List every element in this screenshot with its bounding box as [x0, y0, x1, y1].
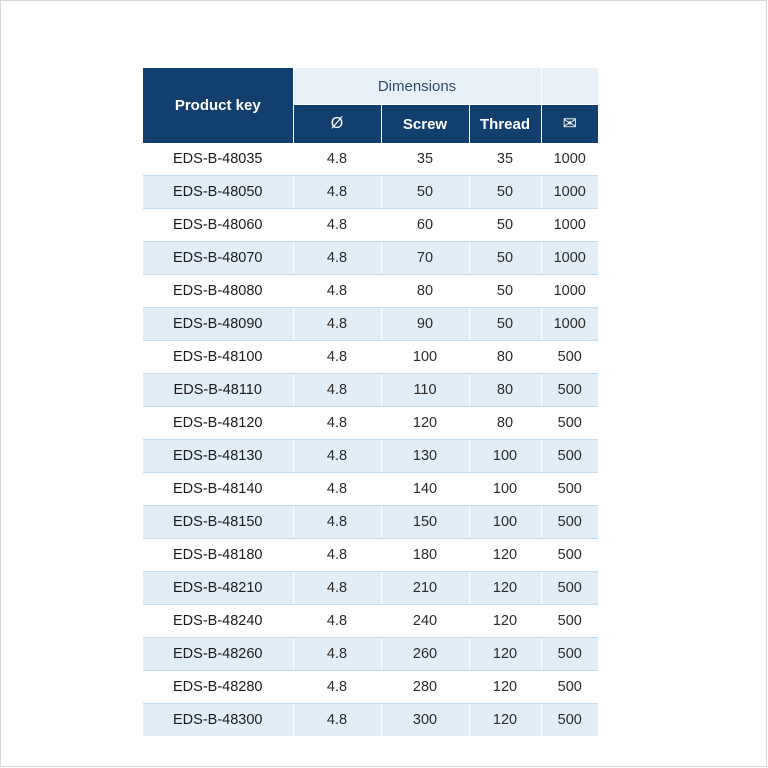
cell-diameter: 4.8	[293, 341, 381, 374]
cell-packaging: 500	[541, 506, 598, 539]
cell-product-key: EDS-B-48210	[143, 572, 293, 605]
table-row	[143, 506, 598, 539]
column-header-screw: Screw	[381, 105, 469, 144]
table-row	[143, 341, 598, 374]
cell-screw: 180	[381, 539, 469, 572]
cell-packaging: 500	[541, 572, 598, 605]
cell-diameter: 4.8	[293, 440, 381, 473]
diameter-symbol-icon: Ø	[330, 115, 344, 132]
table-row	[143, 275, 598, 308]
table-row	[143, 176, 598, 209]
cell-screw: 35	[381, 143, 469, 176]
cell-screw: 80	[381, 275, 469, 308]
table-row	[143, 407, 598, 440]
cell-screw: 280	[381, 671, 469, 704]
cell-product-key: EDS-B-48035	[143, 143, 293, 176]
cell-product-key: EDS-B-48050	[143, 176, 293, 209]
cell-screw: 140	[381, 473, 469, 506]
cell-packaging: 500	[541, 473, 598, 506]
cell-diameter: 4.8	[293, 242, 381, 275]
table-row	[143, 209, 598, 242]
cell-packaging: 1000	[541, 308, 598, 341]
cell-thread: 50	[469, 209, 541, 242]
cell-thread: 120	[469, 539, 541, 572]
product-spec-table	[143, 68, 598, 736]
cell-thread: 100	[469, 473, 541, 506]
cell-packaging: 500	[541, 374, 598, 407]
cell-product-key: EDS-B-48180	[143, 539, 293, 572]
cell-thread: 50	[469, 308, 541, 341]
table-body	[143, 143, 598, 736]
column-header-product-key: Product key	[143, 68, 293, 143]
cell-diameter: 4.8	[293, 209, 381, 242]
cell-thread: 100	[469, 506, 541, 539]
table-row	[143, 242, 598, 275]
cell-diameter: 4.8	[293, 176, 381, 209]
cell-thread: 50	[469, 176, 541, 209]
cell-thread: 120	[469, 704, 541, 737]
cell-diameter: 4.8	[293, 704, 381, 737]
cell-diameter: 4.8	[293, 473, 381, 506]
cell-thread: 80	[469, 374, 541, 407]
cell-packaging: 1000	[541, 143, 598, 176]
cell-thread: 50	[469, 275, 541, 308]
cell-product-key: EDS-B-48130	[143, 440, 293, 473]
cell-packaging: 500	[541, 539, 598, 572]
cell-screw: 60	[381, 209, 469, 242]
cell-thread: 35	[469, 143, 541, 176]
cell-diameter: 4.8	[293, 407, 381, 440]
product-spec-table-container	[143, 68, 598, 736]
cell-packaging: 500	[541, 407, 598, 440]
cell-diameter: 4.8	[293, 638, 381, 671]
table-row	[143, 638, 598, 671]
cell-screw: 100	[381, 341, 469, 374]
cell-thread: 120	[469, 605, 541, 638]
cell-product-key: EDS-B-48090	[143, 308, 293, 341]
table-row	[143, 572, 598, 605]
cell-screw: 110	[381, 374, 469, 407]
column-group-header-blank	[541, 68, 598, 105]
cell-product-key: EDS-B-48150	[143, 506, 293, 539]
cell-diameter: 4.8	[293, 506, 381, 539]
cell-thread: 120	[469, 638, 541, 671]
cell-packaging: 500	[541, 440, 598, 473]
column-group-header-dimensions: Dimensions	[293, 68, 541, 105]
cell-screw: 300	[381, 704, 469, 737]
cell-thread: 100	[469, 440, 541, 473]
cell-screw: 70	[381, 242, 469, 275]
cell-diameter: 4.8	[293, 143, 381, 176]
cell-packaging: 1000	[541, 176, 598, 209]
cell-diameter: 4.8	[293, 671, 381, 704]
table-row	[143, 704, 598, 737]
table-row	[143, 473, 598, 506]
cell-product-key: EDS-B-48120	[143, 407, 293, 440]
cell-packaging: 1000	[541, 242, 598, 275]
table-row	[143, 143, 598, 176]
table-row	[143, 308, 598, 341]
cell-product-key: EDS-B-48140	[143, 473, 293, 506]
cell-screw: 210	[381, 572, 469, 605]
cell-product-key: EDS-B-48260	[143, 638, 293, 671]
cell-product-key: EDS-B-48100	[143, 341, 293, 374]
cell-diameter: 4.8	[293, 605, 381, 638]
table-row	[143, 539, 598, 572]
cell-product-key: EDS-B-48080	[143, 275, 293, 308]
cell-thread: 80	[469, 341, 541, 374]
cell-product-key: EDS-B-48300	[143, 704, 293, 737]
cell-packaging: 1000	[541, 275, 598, 308]
envelope-icon: ✉	[562, 114, 577, 133]
cell-product-key: EDS-B-48240	[143, 605, 293, 638]
cell-diameter: 4.8	[293, 275, 381, 308]
cell-screw: 120	[381, 407, 469, 440]
cell-thread: 80	[469, 407, 541, 440]
table-header-group-row	[143, 68, 598, 105]
cell-packaging: 500	[541, 638, 598, 671]
cell-screw: 90	[381, 308, 469, 341]
table-row	[143, 374, 598, 407]
table-row	[143, 440, 598, 473]
cell-thread: 120	[469, 671, 541, 704]
table-row	[143, 605, 598, 638]
column-header-diameter	[293, 105, 381, 144]
cell-packaging: 500	[541, 605, 598, 638]
column-header-thread: Thread	[469, 105, 541, 144]
cell-product-key: EDS-B-48280	[143, 671, 293, 704]
cell-packaging: 500	[541, 671, 598, 704]
cell-product-key: EDS-B-48060	[143, 209, 293, 242]
cell-packaging: 1000	[541, 209, 598, 242]
cell-diameter: 4.8	[293, 572, 381, 605]
cell-product-key: EDS-B-48110	[143, 374, 293, 407]
cell-screw: 260	[381, 638, 469, 671]
cell-thread: 50	[469, 242, 541, 275]
column-header-packaging	[541, 105, 598, 144]
table-row	[143, 671, 598, 704]
cell-screw: 240	[381, 605, 469, 638]
table-header	[143, 68, 598, 143]
cell-product-key: EDS-B-48070	[143, 242, 293, 275]
cell-diameter: 4.8	[293, 539, 381, 572]
cell-diameter: 4.8	[293, 374, 381, 407]
cell-screw: 150	[381, 506, 469, 539]
cell-screw: 50	[381, 176, 469, 209]
cell-diameter: 4.8	[293, 308, 381, 341]
cell-packaging: 500	[541, 341, 598, 374]
cell-thread: 120	[469, 572, 541, 605]
cell-screw: 130	[381, 440, 469, 473]
cell-packaging: 500	[541, 704, 598, 737]
